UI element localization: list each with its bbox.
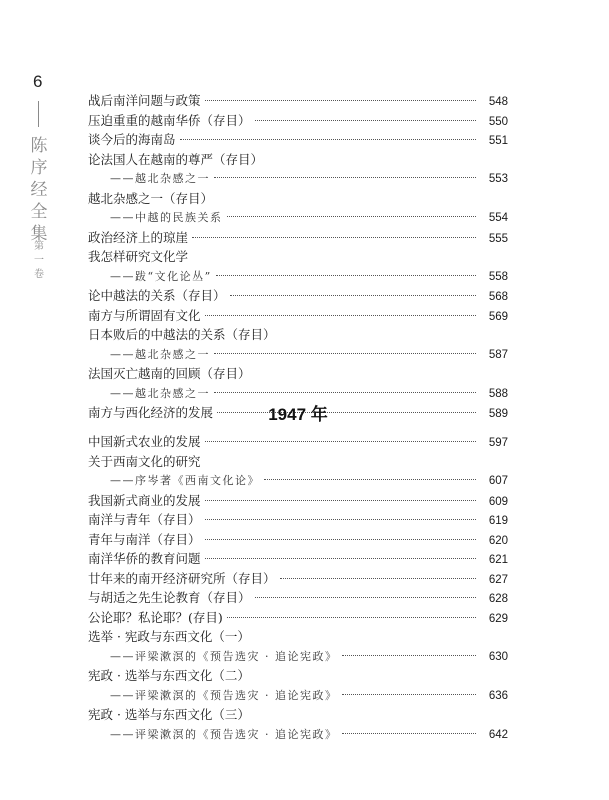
toc-subtitle-row bbox=[88, 471, 508, 491]
toc-entry-title: 青年与南洋（存目） bbox=[88, 531, 201, 547]
running-title-char: 经 bbox=[30, 180, 48, 200]
toc-entry-row bbox=[88, 510, 508, 530]
toc-entry-title: 宪政 · 选举与东西文化（二） bbox=[88, 668, 250, 683]
toc-page-number: 550 bbox=[488, 115, 508, 128]
toc-subtitle-row bbox=[88, 169, 508, 189]
toc-entry-title: 论法国人在越南的尊严（存目） bbox=[88, 151, 264, 167]
toc-subtitle-row bbox=[88, 647, 508, 667]
toc-subtitle: ——评梁漱溟的《预告选灾 · 追论宪政》 bbox=[110, 727, 338, 741]
toc-entry-title: 谈今后的海南岛 bbox=[88, 132, 176, 147]
side-divider bbox=[38, 101, 39, 127]
toc-entry-row bbox=[88, 364, 508, 384]
toc-entry-row bbox=[88, 588, 508, 608]
running-title-char: 序 bbox=[30, 158, 48, 178]
volume-char: 第 bbox=[34, 241, 44, 252]
toc-page-number: 558 bbox=[488, 270, 508, 283]
toc-entry-title: 南方与所谓固有文化 bbox=[88, 307, 201, 323]
toc-page-number: 555 bbox=[488, 232, 508, 245]
toc-page-number: 553 bbox=[488, 173, 508, 185]
toc-list-top bbox=[88, 91, 508, 423]
dot-leader bbox=[342, 655, 477, 656]
running-title bbox=[29, 135, 49, 245]
toc-subtitle: ——越北杂感之一 bbox=[110, 347, 210, 361]
dot-leader bbox=[214, 353, 476, 354]
toc-page-number: 589 bbox=[488, 408, 508, 420]
toc-page-number: 587 bbox=[488, 348, 508, 361]
toc-entry-title: 选举 · 宪政与东西文化（一） bbox=[88, 629, 250, 644]
dot-leader bbox=[192, 237, 476, 238]
toc-subtitle: ——评梁漱溟的《预告选灾 · 追论宪政》 bbox=[110, 649, 338, 663]
toc-page-number: 609 bbox=[488, 495, 508, 508]
toc-page-number: 551 bbox=[488, 135, 508, 147]
toc-subtitle: ——评梁漱溟的《预告选灾 · 追论宪政》 bbox=[110, 688, 338, 702]
toc-page-number: 568 bbox=[488, 291, 508, 303]
dot-leader bbox=[214, 392, 476, 393]
toc-subtitle-row bbox=[88, 725, 508, 745]
toc-page-number: 630 bbox=[488, 650, 508, 663]
toc-entry-row bbox=[88, 549, 508, 569]
volume-char: 卷 bbox=[34, 269, 44, 280]
toc-subtitle: ——越北杂感之一 bbox=[110, 386, 210, 400]
toc-list-1947 bbox=[88, 432, 508, 744]
toc-page-number: 569 bbox=[488, 310, 508, 323]
toc-page-number: 636 bbox=[488, 689, 508, 702]
toc-page-number: 621 bbox=[488, 554, 508, 566]
toc-entry-row bbox=[88, 608, 508, 628]
toc-subtitle-row bbox=[88, 267, 508, 287]
toc-entry-row bbox=[88, 130, 508, 150]
toc-subtitle: ——跋“文化论丛” bbox=[110, 269, 212, 283]
toc-subtitle: ——序岑著《西南文化论》 bbox=[110, 474, 260, 487]
toc-entry-row bbox=[88, 306, 508, 326]
toc-subtitle-row bbox=[88, 208, 508, 228]
toc-entry-row bbox=[88, 666, 508, 686]
toc-entry-title: 政治经济上的琼崖 bbox=[88, 229, 189, 245]
toc-page-number: 619 bbox=[488, 515, 508, 527]
dot-leader bbox=[205, 519, 476, 520]
toc-entry-row bbox=[88, 627, 508, 647]
toc-entry-row bbox=[88, 530, 508, 550]
dot-leader bbox=[255, 597, 476, 598]
toc-page-number: 554 bbox=[488, 212, 508, 224]
toc-entry-row bbox=[88, 432, 508, 452]
toc-entry-title: 日本败后的中越法的关系（存目） bbox=[88, 327, 276, 342]
running-title-char: 集 bbox=[30, 224, 48, 244]
toc-entry-title: 宪政 · 选举与东西文化（三） bbox=[88, 707, 250, 722]
toc-entry-row bbox=[88, 150, 508, 170]
toc-page-number: 607 bbox=[488, 475, 508, 487]
toc-page-number: 597 bbox=[488, 437, 508, 449]
toc-entry-title: 南方与西化经济的发展 bbox=[88, 405, 214, 420]
toc-entry-row bbox=[88, 247, 508, 267]
toc-entry-row bbox=[88, 491, 508, 511]
toc-entry-row bbox=[88, 286, 508, 306]
dot-leader bbox=[280, 578, 476, 579]
toc-entry-row bbox=[88, 705, 508, 725]
toc-entry-row bbox=[88, 228, 508, 248]
toc-entry-title: 战后南洋问题与政策 bbox=[88, 93, 201, 108]
dot-leader bbox=[216, 275, 476, 276]
toc-entry-row bbox=[88, 325, 508, 345]
toc-page-number: 588 bbox=[488, 387, 508, 400]
toc-entry-title: 中国新式农业的发展 bbox=[88, 434, 201, 449]
dot-leader bbox=[230, 295, 476, 296]
toc-entry-row bbox=[88, 452, 508, 472]
toc-entry-title: 法国灭亡越南的回顾（存目） bbox=[88, 366, 251, 381]
toc-page-number: 628 bbox=[488, 593, 508, 605]
toc-entry-title: 与胡适之先生论教育（存目） bbox=[88, 590, 251, 605]
dot-leader bbox=[205, 558, 476, 559]
toc-subtitle: ——越北杂感之一 bbox=[110, 172, 210, 185]
volume-label bbox=[31, 240, 47, 282]
toc-page-number: 620 bbox=[488, 534, 508, 547]
toc-entry-title: 南洋华侨的教育问题 bbox=[88, 551, 201, 566]
dot-leader bbox=[205, 315, 476, 316]
toc-entry-title: 论中越法的关系（存目） bbox=[88, 288, 226, 303]
running-title-char: 陈 bbox=[30, 136, 48, 156]
toc-entry-title: 公论耶？私论耶？(存目) bbox=[88, 609, 223, 625]
toc-page-number: 642 bbox=[488, 728, 508, 741]
dot-leader bbox=[205, 500, 476, 501]
toc-entry-title: 压迫重重的越南华侨（存目） bbox=[88, 112, 251, 128]
toc-subtitle-row bbox=[88, 686, 508, 706]
running-title-char: 全 bbox=[30, 202, 48, 222]
dot-leader bbox=[205, 539, 476, 540]
toc-page-number: 627 bbox=[488, 573, 508, 586]
toc-entry-row bbox=[88, 189, 508, 209]
dot-leader bbox=[205, 100, 476, 101]
toc-entry-row bbox=[88, 91, 508, 111]
dot-leader bbox=[205, 441, 476, 442]
dot-leader bbox=[180, 139, 476, 140]
dot-leader bbox=[214, 177, 476, 178]
toc-entry-title: 我怎样研究文化学 bbox=[88, 249, 189, 264]
toc-entry-title: 越北杂感之一（存目） bbox=[88, 190, 214, 206]
toc-entry-title: 我国新式商业的发展 bbox=[88, 492, 201, 508]
toc-page-number: 629 bbox=[488, 612, 508, 625]
toc-entry-row bbox=[88, 111, 508, 131]
volume-char: 一 bbox=[34, 255, 44, 266]
page-number: 6 bbox=[33, 72, 43, 91]
section-heading-1947: 1947 年 bbox=[268, 405, 328, 424]
toc-entry-row bbox=[88, 569, 508, 589]
toc-entry-title: 南洋与青年（存目） bbox=[88, 512, 201, 527]
toc-entry-title: 关于西南文化的研究 bbox=[88, 453, 201, 469]
dot-leader bbox=[227, 617, 476, 618]
toc-subtitle-row bbox=[88, 345, 508, 365]
dot-leader bbox=[255, 120, 476, 121]
dot-leader bbox=[264, 479, 476, 480]
toc-page-number: 548 bbox=[488, 96, 508, 108]
dot-leader bbox=[227, 216, 477, 217]
toc-subtitle: ——中越的民族关系 bbox=[110, 211, 223, 224]
dot-leader bbox=[342, 694, 477, 695]
dot-leader bbox=[342, 733, 477, 734]
toc-entry-title: 廿年来的南开经济研究所（存目） bbox=[88, 570, 276, 586]
